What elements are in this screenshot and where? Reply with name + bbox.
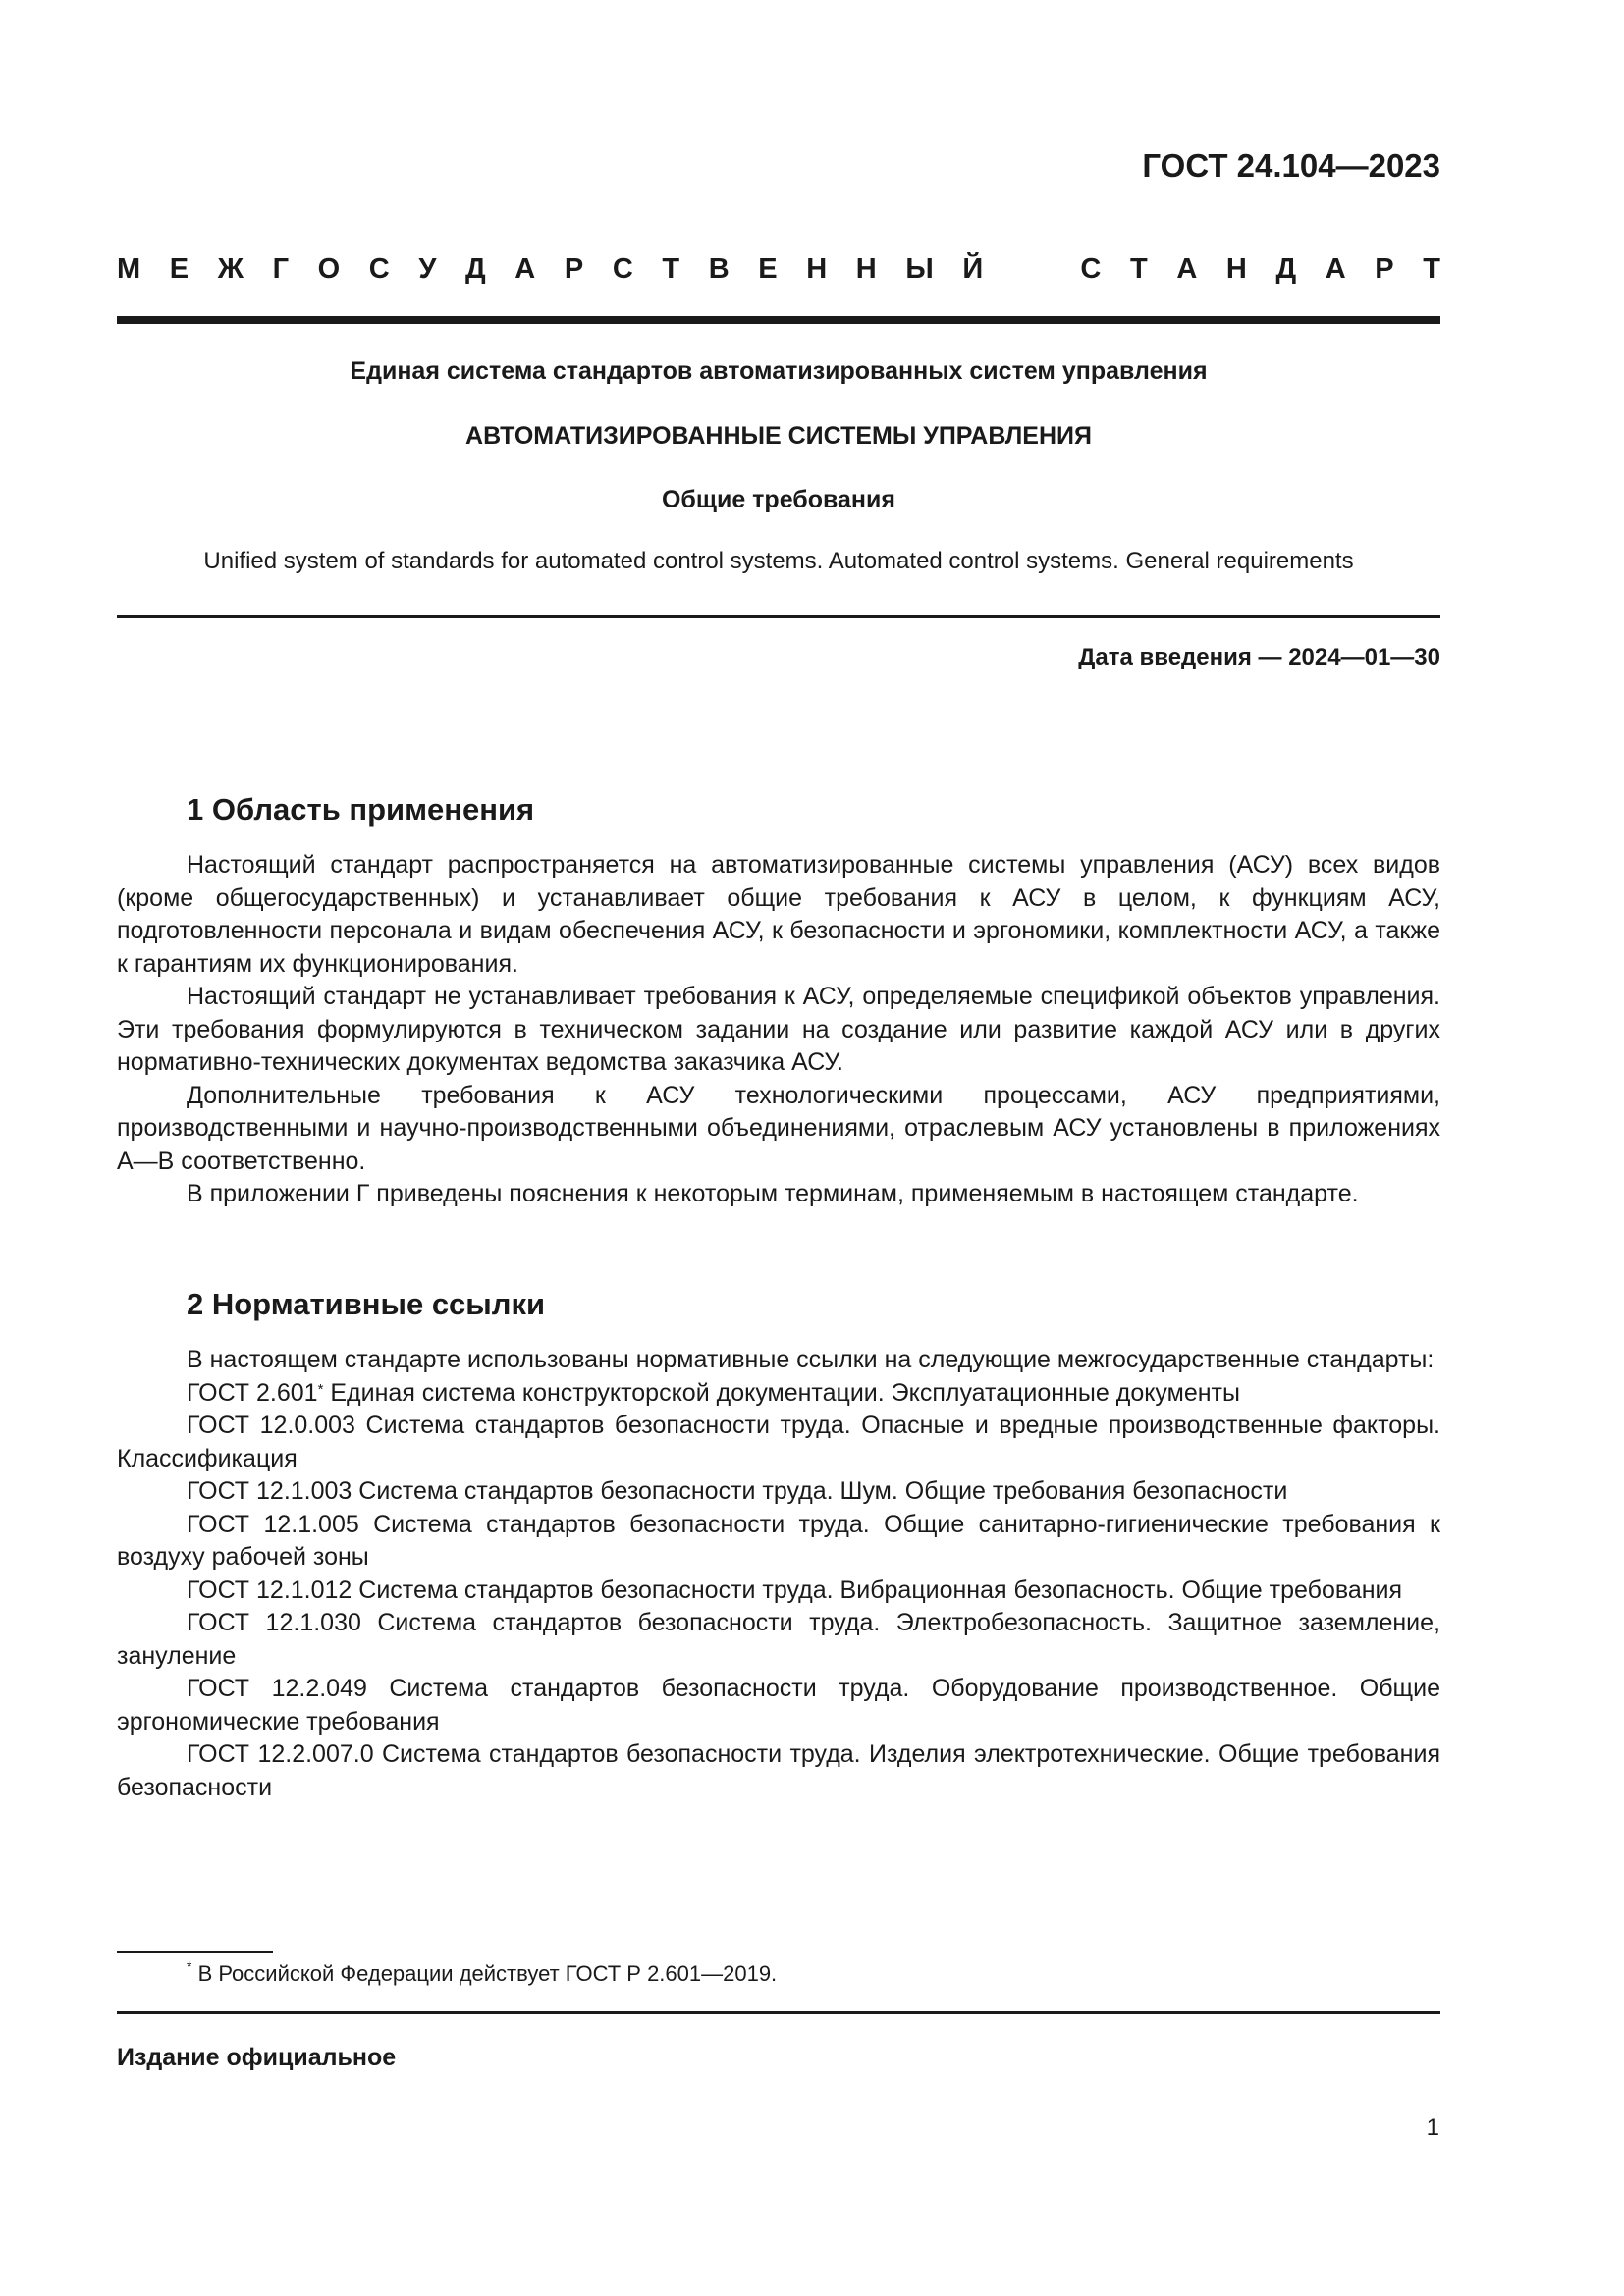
header-divider [117,316,1440,324]
word-gap [1012,253,1052,286]
letter: Н [855,253,877,285]
reference-item: ГОСТ 12.2.049 Система стандартов безопасности труда. Оборудование производственное. Общие эргономические требования [117,1675,1440,1735]
letter: Т [662,253,680,285]
edition-label: Издание официальное [117,2044,397,2071]
letter: А [514,253,536,285]
reference-title: Единая система конструкторской документации. Эксплуатационные документы [323,1378,1240,1407]
letter: Н [1225,253,1247,285]
section-heading-references: 2 Нормативные ссылки [187,1287,546,1321]
section-body-references [117,1344,1440,1804]
footnote-separator [117,1951,273,1953]
section-body-scope [117,849,1440,1211]
footer-divider [117,2011,1440,2014]
letter: Й [962,253,984,285]
footnote [187,1958,778,1987]
reference-item: ГОСТ 12.1.003 Система стандартов безопасности труда. Шум. Общие требования безопасности [187,1477,1288,1505]
reference-item: ГОСТ 12.1.005 Система стандартов безопасности труда. Общие санитарно-гигиенические требования к воздуху рабочей зоны [117,1510,1440,1571]
letter: В [708,253,730,285]
paragraph: В приложении Г приведены пояснения к некоторым терминам, применяемым в настоящем стандарте. [187,1180,1359,1207]
paragraph: Дополнительные требования к АСУ технологическими процессами, АСУ предприятиями, производственными и научно-производственными объединениями, отраслевым АСУ установлены в приложениях А—В соответственно. [117,1081,1440,1175]
letter: Г [272,253,290,285]
letter: Е [169,253,189,285]
letter: А [1176,253,1198,285]
letter: С [612,253,633,285]
letter: У [418,253,437,285]
letter: Р [1375,253,1394,285]
title-divider [117,615,1440,618]
letter: Д [1275,253,1297,285]
letter: Р [564,253,584,285]
footnote-marker: * [187,1958,192,1974]
paragraph: Настоящий стандарт не устанавливает требования к АСУ, определяемые спецификой объектов управления. Эти требования формулируются в техническом задании на создание или развитие каждой АСУ или в других нормативно-технических документах ведомства заказчика АСУ. [117,983,1440,1076]
system-title: Единая система стандартов автоматизированных систем управления [350,357,1208,385]
document-title: АВТОМАТИЗИРОВАННЫЕ СИСТЕМЫ УПРАВЛЕНИЯ [465,422,1092,450]
introduction-date: Дата введения — 2024—01—30 [1078,644,1440,670]
standard-type-heading [117,253,1440,286]
letter: С [1080,253,1102,285]
reference-item: ГОСТ 12.2.007.0 Система стандартов безопасности труда. Изделия электротехнические. Общие требования безопасности [117,1740,1440,1801]
paragraph: В настоящем стандарте использованы нормативные ссылки на следующие межгосударственные стандарты: [187,1346,1435,1373]
letter: Д [465,253,486,285]
letter: О [317,253,341,285]
reference-item: ГОСТ 12.0.003 Система стандартов безопасности труда. Опасные и вредные производственные факторы. Классификация [117,1412,1440,1472]
letter: Ж [217,253,244,285]
letter: Т [1129,253,1148,285]
letter: Е [758,253,778,285]
paragraph: Настоящий стандарт распространяется на автоматизированные системы управления (АСУ) всех видов (кроме общегосударственных) и устанавливает общие требования к АСУ в целом, к функциям АСУ, подготовленности персонала и видам обеспечения АСУ, к безопасности и эргономики, комплектности АСУ, а также к гарантиям их функционирования. [117,851,1440,978]
section-heading-scope: 1 Область применения [187,792,535,827]
reference-item [117,1377,1440,1411]
letter: Ы [905,253,934,285]
reference-item: ГОСТ 12.1.012 Система стандартов безопасности труда. Вибрационная безопасность. Общие требования [187,1575,1403,1604]
reference-code: ГОСТ 2.601 [187,1378,318,1407]
letter: Т [1423,253,1440,285]
letter: С [368,253,390,285]
footnote-text: В Российской Федерации действует ГОСТ Р 2.601—2019. [191,1961,778,1986]
letter: М [117,253,141,285]
footnote-marker: * [317,1380,324,1398]
standard-designation: ГОСТ 24.104—2023 [1142,147,1440,184]
reference-item: ГОСТ 12.1.030 Система стандартов безопасности труда. Электробезопасность. Защитное заземление, зануление [117,1609,1440,1670]
page-number: 1 [1426,2114,1439,2141]
letter: Н [806,253,828,285]
document-subtitle: Общие требования [661,486,895,513]
letter: А [1325,253,1346,285]
english-title: Unified system of standards for automated control systems. Automated control systems. General requirements [203,548,1354,574]
